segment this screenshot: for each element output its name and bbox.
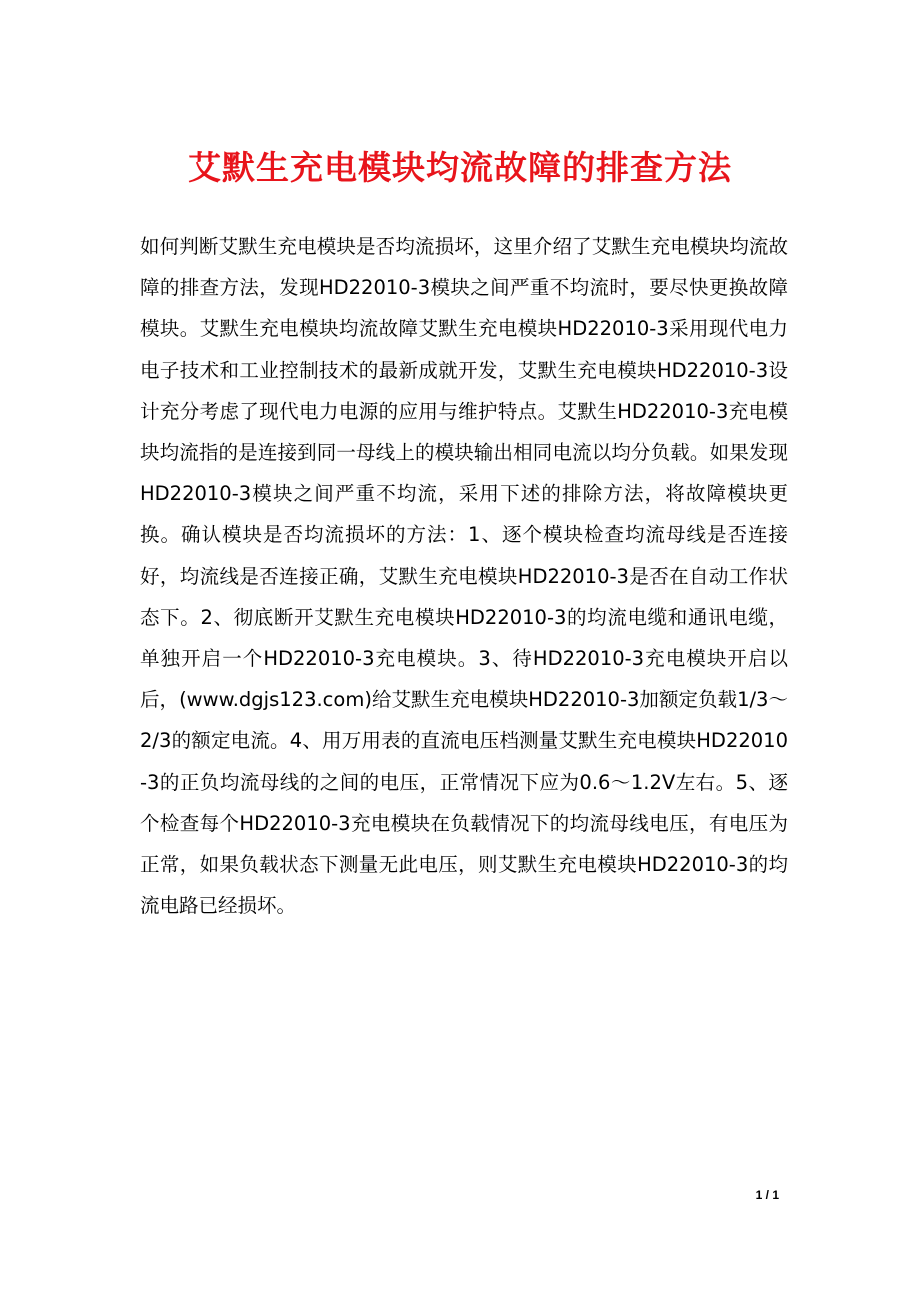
body-paragraph: 如何判断艾默生充电模块是否均流损坏，这里介绍了艾默生充电模块均流故障的排查方法，发现HD22010-3模块之间严重不均流时，要尽快更换故障模块。艾默生充电模块均流故障艾默生充电模块HD22010-3采用现代电力电子技术和工业控制技术的最新成就开发，艾默生充电模块HD22010-3设计充分考虑了现代电力电源的应用与维护特点。艾默生HD22010-3充电模块均流指的是连接到同一母线上的模块输出相同电流以均分负载。如果发现HD22010-3模块之间严重不均流，采用下述的排除方法，将故障模块更换。确认模块是否均流损坏的方法：1、逐个模块检查均流母线是否连接好，均流线是否连接正确，艾默生充电模块HD22010-3是否在自动工作状态下。2、彻底断开艾默生充电模块HD22010-3的均流电缆和通讯电缆，单独开启一个HD22010-3充电模块。3、待HD22010-3充电模块开启以后，(www.dgjs123.com)给艾默生充电模块HD22010-3加额定负载1/3～2/3的额定电流。4、用万用表的直流电压档测量艾默生充电模块HD22010-3的正负均流母线的之间的电压，正常情况下应为0.6～1.2V左右。5、逐个检查每个HD22010-3充电模块在负载情况下的均流母线电压，有电压为正常，如果负载状态下测量无此电压，则艾默生充电模块HD22010-3的均流电路已经损坏。 (140, 235, 788, 918)
document-title: 艾默生充电模块均流故障的排查方法 (188, 148, 732, 187)
page-number: 1 / 1 (755, 1188, 779, 1202)
